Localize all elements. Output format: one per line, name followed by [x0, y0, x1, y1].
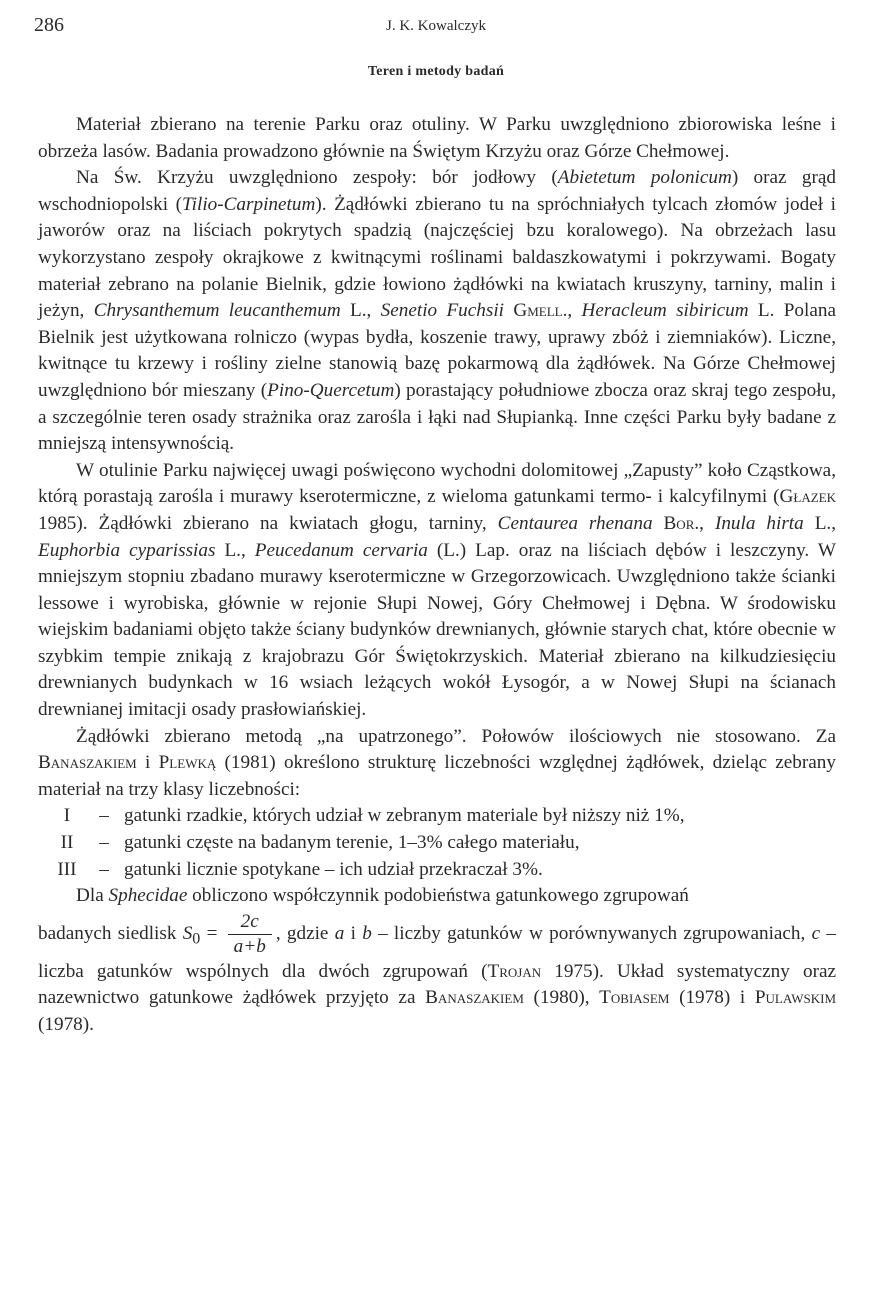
text-run: obliczono współczynnik podobieństwa gatunkowego zgrupowań: [187, 885, 689, 907]
species-name: Centaurea rhenana: [497, 512, 653, 534]
formula-equals: =: [200, 922, 224, 944]
text-run: ) oraz grąd wschodniopolski (: [38, 167, 836, 215]
text-run: badanych siedlisk: [38, 922, 183, 944]
text-run: Dla: [76, 885, 109, 907]
variable: c: [811, 922, 821, 944]
author-name: Banaszakiem: [38, 752, 137, 774]
text-run: – liczba gatunków wspólnych dla dwóch zgrupowań (: [38, 922, 837, 982]
species-name: Peucedanum cervaria: [254, 539, 428, 561]
text-run: i: [344, 922, 363, 944]
page-header: [34, 14, 838, 44]
class-dash: –: [99, 858, 109, 880]
text-run: L. Polana Bielnik jest użytkowana rolniczo (wypas bydła, koszenie trawy, uprawy zbóż i ziemniaków). Liczne, kwitnące tu krzewy i rośliny zielne stanowią bazę pokarmową dla żądłówek. Na Górze Chełmowej uwzględniono bór mieszany (: [38, 300, 836, 401]
species-name: Inula hirta: [714, 512, 804, 534]
text-run: i: [136, 752, 159, 774]
text-run: L.,: [215, 539, 255, 561]
text-run: L.,: [340, 300, 381, 322]
class-dash: –: [99, 805, 109, 827]
class-number: III: [57, 858, 77, 880]
abundance-class-list: [38, 803, 836, 883]
text-run: (1978) i: [669, 987, 755, 1009]
text-run: – liczby gatunków w porównywanych zgrupowaniach,: [371, 922, 812, 944]
class-description: gatunki rzadkie, których udział w zebranym materiale był niższy niż 1%,: [124, 805, 685, 827]
class-number: I: [63, 805, 71, 827]
paragraph-4: [38, 724, 836, 804]
author-name: Plewką: [158, 752, 217, 774]
species-name: Abietetum polonicum: [557, 167, 732, 189]
formula-symbol: S: [182, 922, 193, 944]
fraction-denominator: a+b: [233, 935, 266, 957]
species-name: Tilio-Carpinetum: [182, 193, 316, 215]
text-run: ) porastający południowe zbocza oraz skraj tego zespołu, a szczególnie teren osady strażnika oraz zarośla i łąki nad Słupianką. Inne części Parku były badane z mniejszą intensywnością.: [38, 379, 836, 455]
author-name: Pulawskim: [754, 987, 836, 1009]
text-run: W otulinie Parku najwięcej uwagi poświęcono wychodni dolomitowej „Zapusty” koło Cząstkowa, którą porastają zarośla i murawy kserotermiczne, z wieloma gatunkami termo- i kalcyfilnymi (: [38, 459, 836, 508]
formula-subscript: 0: [192, 930, 201, 948]
paragraph-5-formula: [38, 910, 836, 1039]
paragraph-5: [38, 883, 836, 910]
author-name: Tobiasem: [599, 987, 670, 1009]
text-run: 1975). Układ systematyczny oraz nazewnictwo gatunkowe żądłówek przyjęto za: [38, 960, 836, 1009]
list-item: [38, 857, 836, 884]
author-name: Trojan: [487, 960, 542, 982]
variable: a: [334, 922, 345, 944]
text-run: (1978).: [38, 1014, 94, 1035]
formula-fraction: [228, 910, 272, 959]
class-description: gatunki częste na badanym terenie, 1–3% całego materiału,: [124, 832, 580, 854]
author-name: Bor.,: [652, 512, 715, 534]
text-run: ). Żądłówki zbierano tu na spróchniałych tylcach złomów jodeł i jaworów oraz na liściach pokrytych spadzią (najczęściej bzu koralowego). Na obrzeżach lasu wykorzystano zespoły okrajkowe z kwitnącymi roślinami baldaszkowatymi i pokrzywami. Bogaty materiał zebrano na polanie Bielnik, gdzie łowiono żądłówki na kwiatach kruszyny, tarniny, malin i jeżyn,: [38, 193, 836, 322]
paragraph-2: [38, 165, 836, 458]
text-run: L.,: [803, 512, 837, 534]
text-run: (L.) Lap. oraz na liściach dębów i leszczyny. W mniejszym stopniu zbadano murawy kserotermiczne w Grzegorzowicach. Uwzględniono także ścianki lessowe i wyrobiska, głównie w rejonie Słupi Nowej, Góry Chełmowej i Dębna. W środowisku wiejskim badaniami objęto także ściany budynków drewnianych, głównie starych chat, które obecnie w szybkim tempie znikają z krajobrazu Gór Świętokrzyskich. Materiał zbierano na kilkudziesięciu drewnianych budynkach w 16 wsiach leżących wokół Łysogór, a w Nowej Słupi na ścianach drewnianej imitacji osady prasłowiańskiej.: [38, 539, 836, 721]
text-run: (1980),: [523, 987, 600, 1009]
species-name: Heracleum sibiricum: [581, 300, 749, 322]
author-name: Głazek: [779, 486, 836, 508]
body-text: [38, 112, 836, 1039]
author-name: Banaszakiem: [425, 987, 524, 1009]
species-name: Chrysanthemum leucanthemum: [93, 300, 341, 322]
species-name: Pino-Quercetum: [267, 379, 395, 401]
author-name: Gmell.,: [504, 300, 582, 322]
species-name: Euphorbia cyparissias: [38, 539, 216, 561]
text-run: , gdzie: [275, 922, 335, 944]
class-dash: –: [99, 832, 109, 854]
text-run: (1981) określono strukturę liczebności względnej żądłówek, dzieląc zebrany materiał na trzy klasy liczebności:: [38, 752, 836, 800]
variable: b: [362, 922, 372, 944]
text-run: Żądłówki zbierano metodą „na upatrzonego”. Połowów ilościowych nie stosowano. Za: [76, 725, 836, 747]
text-run: Na Św. Krzyżu uwzględniono zespoły: bór jodłowy (: [76, 167, 558, 189]
paragraph-1: Materiał zbierano na terenie Parku oraz otuliny. W Parku uwzględniono zbiorowiska leśne i obrzeża lasów. Badania prowadzono głównie na Świętym Krzyżu oraz Górze Chełmowej.: [38, 114, 836, 162]
class-description: gatunki licznie spotykane – ich udział przekraczał 3%.: [124, 858, 543, 880]
species-name: Senetio Fuchsii: [380, 300, 505, 322]
taxon-name: Sphecidae: [108, 885, 188, 907]
running-head: J. K. Kowalczyk: [386, 18, 486, 34]
section-title: Teren i metody badań: [367, 64, 505, 79]
page-number: 286: [34, 14, 64, 36]
fraction-numerator: 2c: [228, 910, 272, 935]
list-item: [38, 803, 836, 830]
text-run: 1985). Żądłówki zbierano na kwiatach głogu, tarniny,: [38, 512, 498, 534]
list-item: [38, 830, 836, 857]
paragraph-3: [38, 458, 836, 724]
class-number: II: [60, 832, 74, 854]
